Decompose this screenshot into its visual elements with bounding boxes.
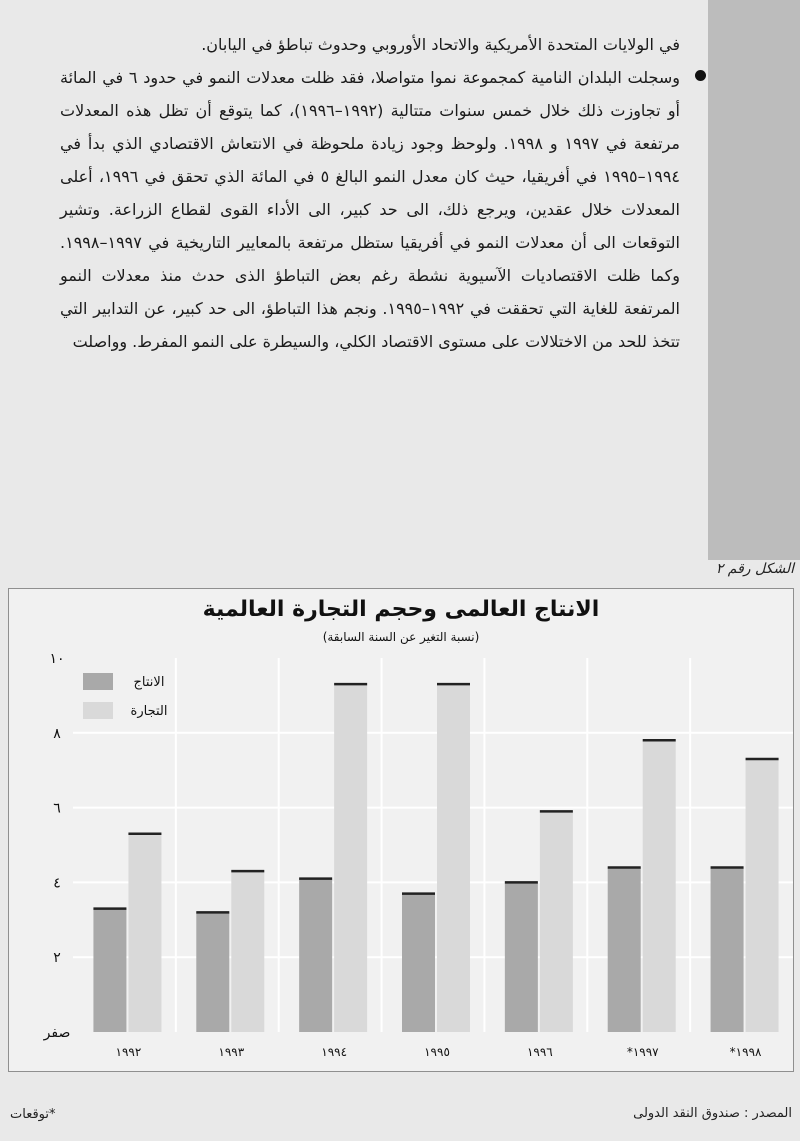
- bar-production: [505, 882, 538, 1032]
- chart-title: الانتاج العالمى وحجم التجارة العالمية: [202, 597, 600, 622]
- legend-trade-label: التجارة: [130, 704, 168, 719]
- x-tick-label: *١٩٩٨: [729, 1045, 762, 1059]
- y-axis-ticks: [43, 651, 71, 1041]
- x-tick-label: *١٩٩٧: [626, 1045, 659, 1059]
- legend-production-label: الانتاج: [133, 675, 165, 690]
- paragraph-1: في الولايات المتحدة الأمريكية والاتحاد الأوروبي وحدوث تباطؤ في اليابان.: [201, 35, 680, 54]
- bar-production: [299, 879, 332, 1032]
- y-tick-label: ٦: [53, 800, 61, 817]
- side-margin-strip: [708, 0, 800, 560]
- bullet-icon: [695, 70, 706, 81]
- figure-label: الشكل رقم ٢: [715, 561, 794, 577]
- bar-production: [402, 894, 435, 1032]
- x-tick-label: ١٩٩٥: [424, 1045, 450, 1059]
- bar-production: [196, 912, 229, 1032]
- bar-trade: [334, 684, 367, 1032]
- bar-trade: [643, 740, 676, 1032]
- legend-trade-swatch: [83, 702, 113, 719]
- bar-trade: [540, 811, 573, 1032]
- legend-production-swatch: [83, 673, 113, 690]
- y-tick-label: ٤: [53, 875, 61, 892]
- chart-svg: [9, 589, 793, 1071]
- x-tick-label: ١٩٩٢: [115, 1045, 142, 1059]
- x-tick-label: ١٩٩٤: [321, 1045, 348, 1059]
- y-tick-label: ٢: [53, 950, 61, 967]
- source-note: المصدر : صندوق النقد الدولى: [633, 1106, 792, 1121]
- y-tick-label: ٨: [53, 725, 61, 742]
- footnote: *توقعات: [10, 1107, 56, 1122]
- bar-trade: [437, 684, 470, 1032]
- paragraph-2: وسجلت البلدان النامية كمجموعة نموا متواصلا، فقد ظلت معدلات النمو في حدود ٦ في المائة أو تجاوزت ذلك خلال خمس سنوات متتالية (١٩٩٢–١٩٩٦)، كما يتوقع أن تظل هذه المعدلات مرتفعة في ١٩٩٧ و ١٩٩٨. ولوحظ وجود زيادة ملحوظة في الانتعاش الاقتصادي الذي بدأ في ١٩٩٤–١٩٩٥ في أفريقيا، حيث كان معدل النمو البالغ ٥ في المائة الذي تحقق في ١٩٩٦، أعلى المعدلات خلال عقدين، ويرجع ذلك، الى حد كبير، الى الأداء القوى لقطاع الزراعة. وتشير التوقعات الى أن معدلات النمو في أفريقيا ستظل مرتفعة بالمعايير التاريخية في ١٩٩٧–١٩٩٨. وكما ظلت الاقتصاديات الآسيوية نشطة رغم بعض التباطؤ الذى حدث منذ معدلات النمو المرتفعة للغاية التي تحققت في ١٩٩٢–١٩٩٥. ونجم هذا التباطؤ، الى حد كبير، عن التدابير التي تتخذ للحد من الاختلالات على مستوى الاقتصاد الكلي، والسيطرة على النمو المفرط. وواصلت: [60, 68, 681, 351]
- chart-container: [8, 588, 794, 1072]
- bar-trade: [746, 759, 779, 1032]
- x-axis-ticks: [116, 1045, 762, 1059]
- bar-trade: [231, 871, 264, 1032]
- bar-production: [608, 867, 641, 1032]
- x-tick-label: ١٩٩٣: [218, 1045, 245, 1059]
- x-tick-label: ١٩٩٦: [526, 1045, 553, 1059]
- bar-production: [93, 909, 126, 1032]
- y-tick-label: ١٠: [49, 651, 65, 667]
- bar-trade: [128, 834, 161, 1032]
- paragraph-2-container: [60, 61, 680, 358]
- body-text: [60, 28, 680, 358]
- y-tick-label: صفر: [43, 1025, 71, 1041]
- chart-subtitle: (نسبة التغير عن السنة السابقة): [322, 630, 480, 644]
- bar-production: [711, 867, 744, 1032]
